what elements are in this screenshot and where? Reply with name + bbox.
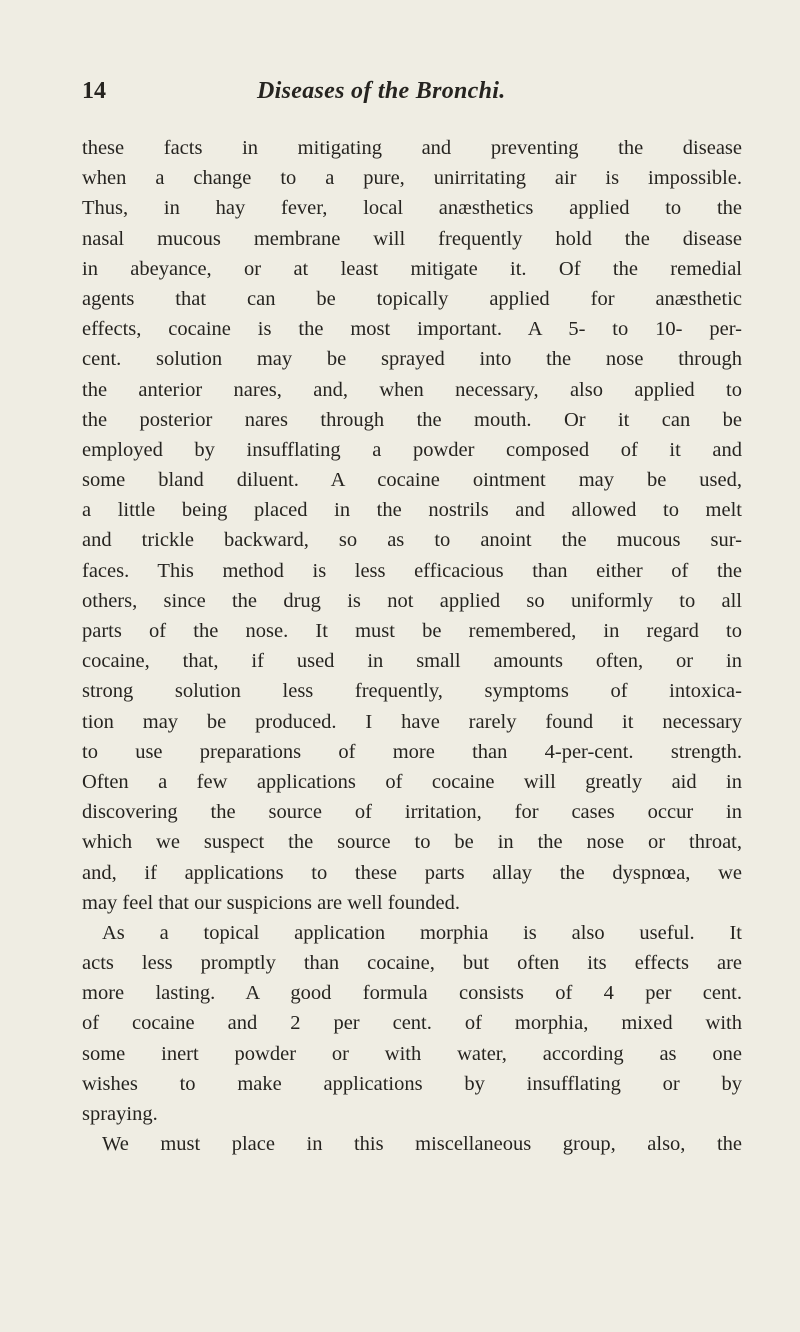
text-line: discovering the source of irritation, for cases occur in [82, 801, 742, 824]
text-line: faces. This method is less efficacious than either of the [82, 559, 742, 582]
text-line: strong solution less frequently, symptoms of intoxica- [82, 680, 742, 703]
text-line: nasal mucous membrane will frequently hold the disease [82, 227, 742, 250]
text-line: more lasting. A good formula consists of 4 per cent. [82, 982, 742, 1005]
page-number: 14 [82, 78, 106, 104]
text-line: employed by insufflating a powder composed of it and [82, 438, 742, 461]
text-line: in abeyance, or at least mitigate it. Of the remedial [82, 257, 742, 280]
text-line: As a topical application morphia is also useful. It [102, 921, 742, 944]
page-header [82, 78, 732, 112]
text-line: acts less promptly than cocaine, but often its effects are [82, 952, 742, 975]
text-line: cocaine, that, if used in small amounts often, or in [82, 650, 742, 673]
text-line: Thus, in hay fever, local anæsthetics applied to the [82, 197, 742, 220]
text-line: others, since the drug is not applied so uniformly to all [82, 589, 742, 612]
text-line: these facts in mitigating and preventing the disease [82, 137, 742, 159]
text-line: some inert powder or with water, according as one [82, 1042, 742, 1065]
text-line: and trickle backward, so as to anoint the mucous sur- [82, 529, 742, 552]
text-line: of cocaine and 2 per cent. of morphia, mixed with [82, 1012, 742, 1035]
text-line: cent. solution may be sprayed into the nose through [82, 348, 742, 371]
text-line: agents that can be topically applied for anæsthetic [82, 287, 742, 310]
text-line: may feel that our suspicions are well founded. [82, 891, 460, 914]
text-line: the posterior nares through the mouth. Or it can be [82, 408, 742, 431]
running-title: Diseases of the Bronchi. [257, 78, 506, 104]
text-line: to use preparations of more than 4-per-cent. strength. [82, 740, 742, 763]
text-line: which we suspect the source to be in the nose or throat, [82, 831, 742, 854]
text-line: effects, cocaine is the most important. A 5- to 10- per- [82, 318, 742, 341]
text-line: and, if applications to these parts allay the dyspnœa, we [82, 861, 742, 884]
text-line: some bland diluent. A cocaine ointment may be used, [82, 469, 742, 492]
text-line: spraying. [82, 1103, 158, 1125]
text-line: wishes to make applications by insufflating or by [82, 1072, 742, 1095]
text-line: a little being placed in the nostrils and allowed to melt [82, 499, 742, 522]
text-line: parts of the nose. It must be remembered, in regard to [82, 620, 742, 642]
text-line: Often a few applications of cocaine will greatly aid in [82, 770, 742, 793]
text-line: the anterior nares, and, when necessary, also applied to [82, 378, 742, 401]
text-line: when a change to a pure, unirritating air is impossible. [82, 167, 742, 190]
text-line: tion may be produced. I have rarely found it necessary [82, 710, 742, 733]
body-text [82, 133, 742, 1159]
text-line: We must place in this miscellaneous group, also, the [102, 1133, 742, 1156]
